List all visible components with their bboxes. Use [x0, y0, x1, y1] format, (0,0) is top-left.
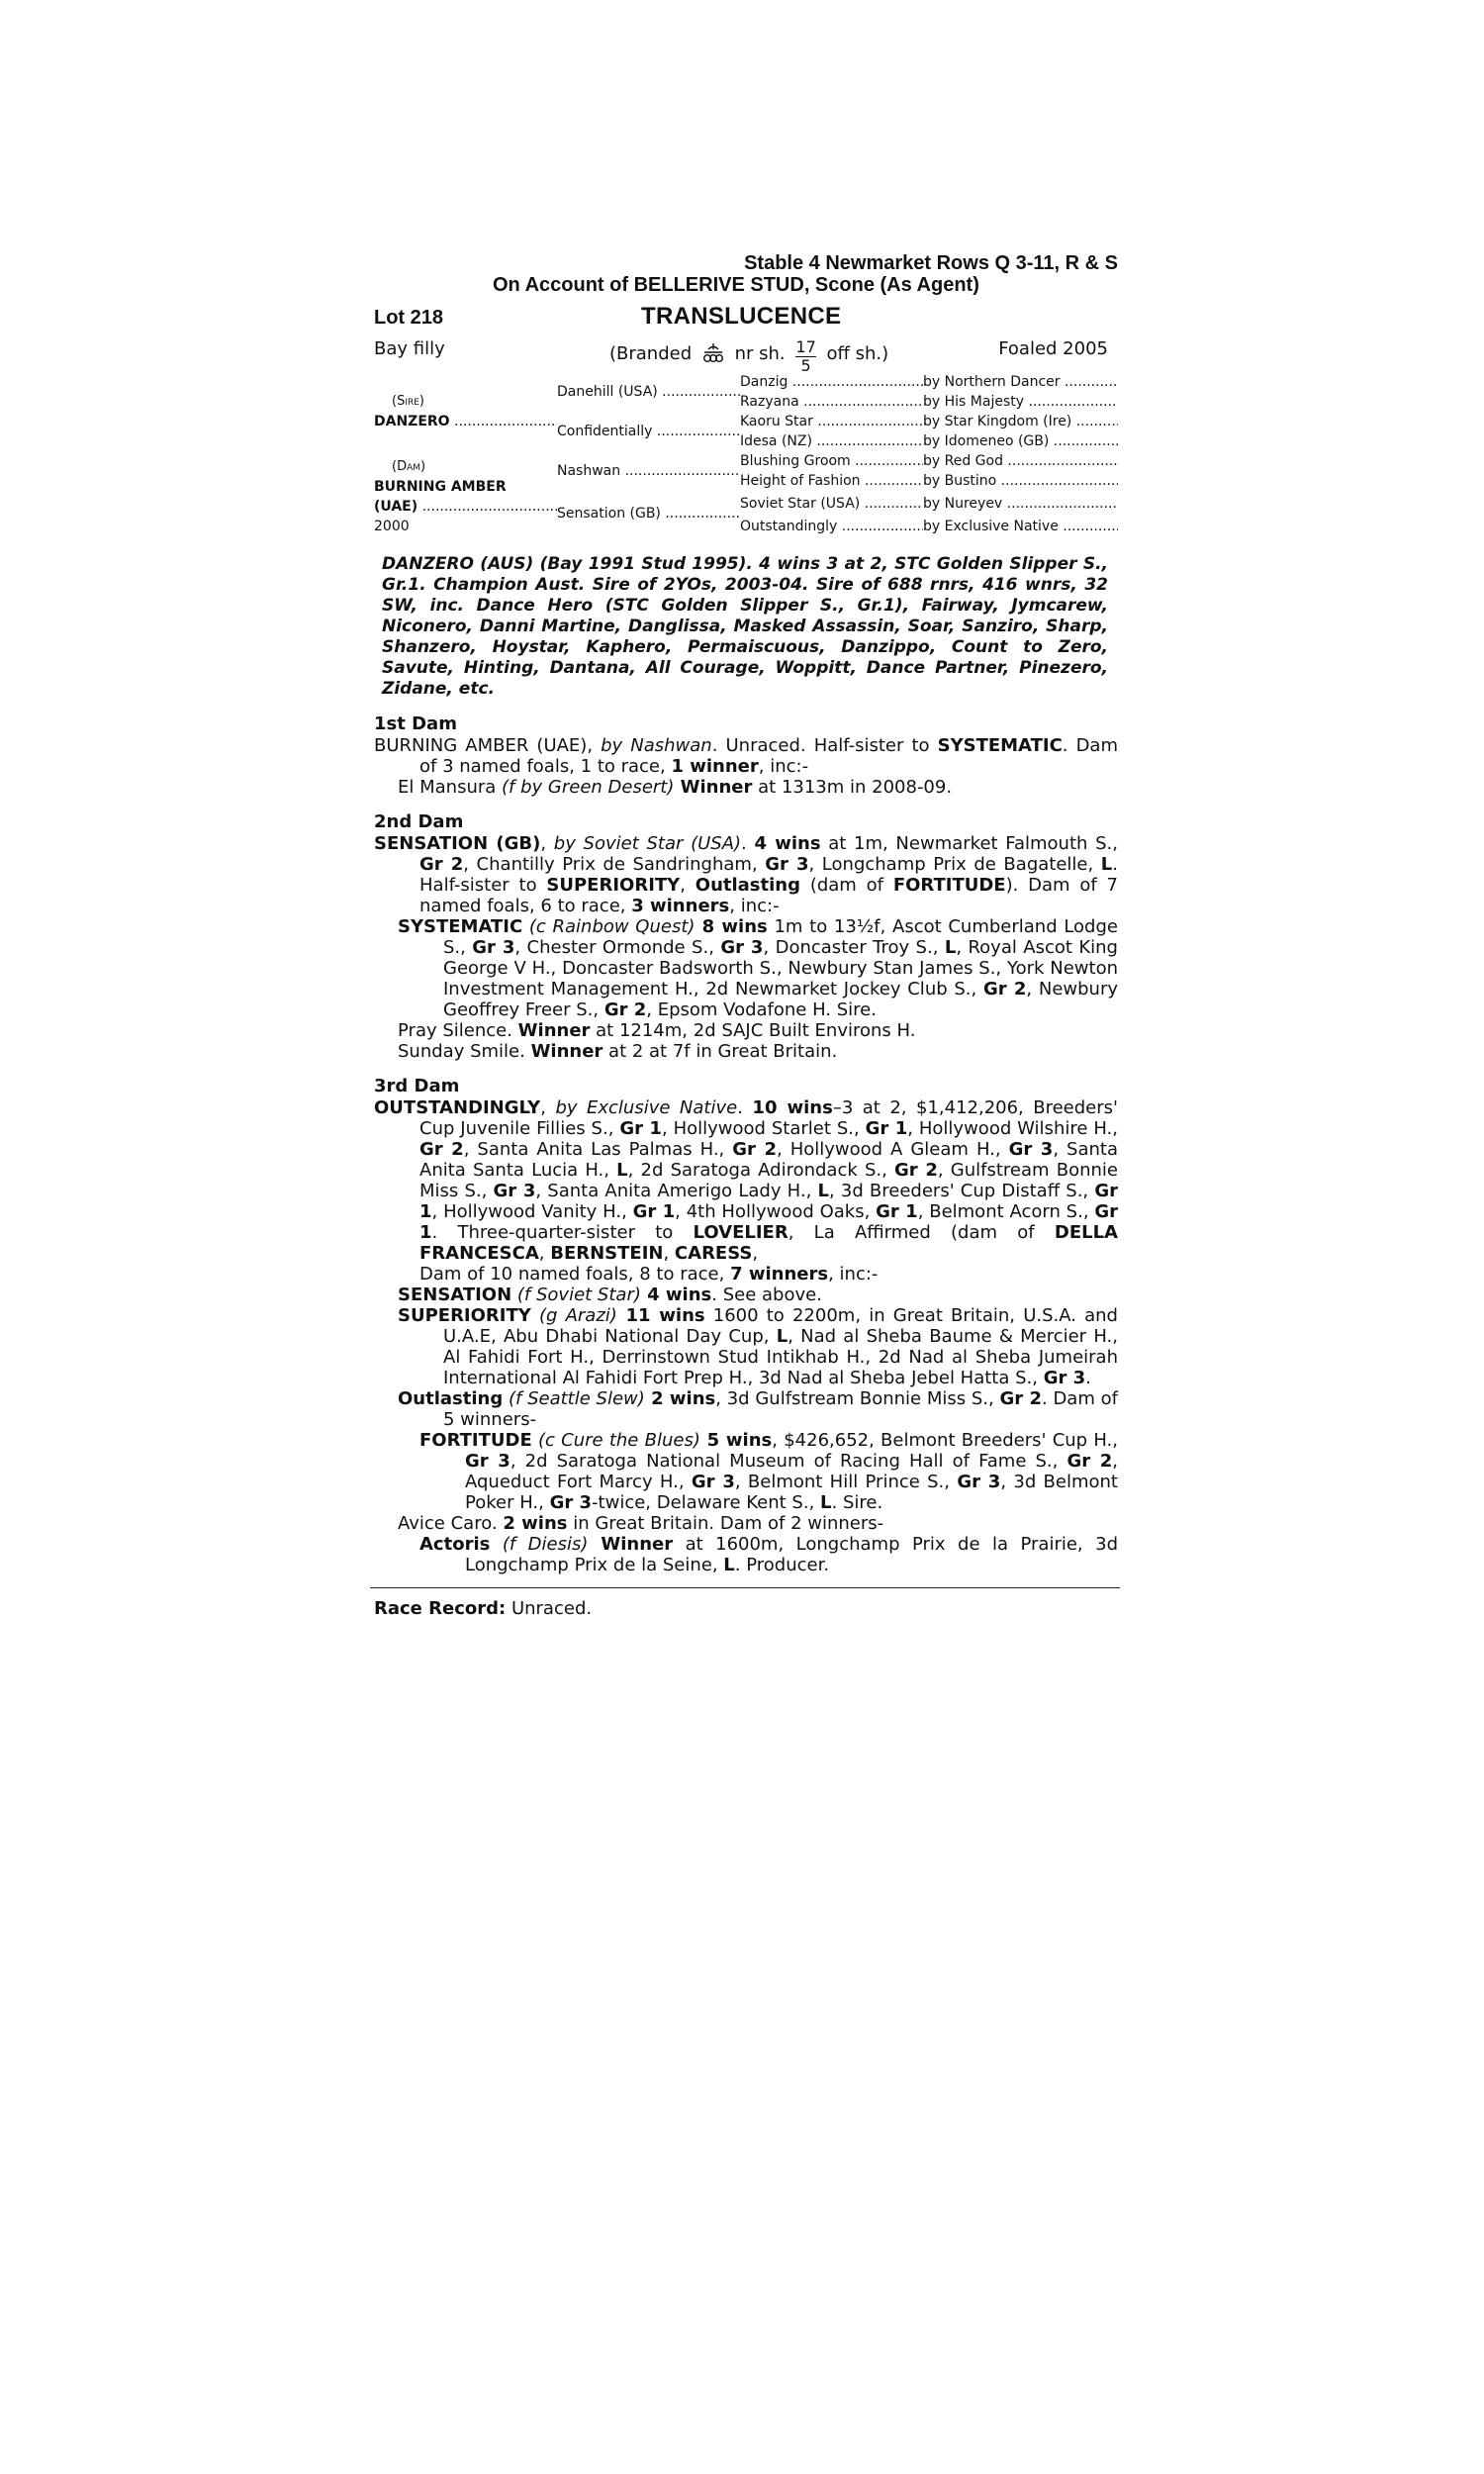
sire-summary: DANZERO (AUS) (Bay 1991 Stud 1995). 4 wins 3 at 2, STC Golden Slipper S., Gr.1. Champion Aust. Sire of 2YOs, 2003-04. Sire of 688 rnrs, 416 wnrs, 32 SW, inc. Dance Hero (STC Golden Slipper S., Gr.1), Fairway, Jymcarew, Niconero, Danni Martine, Danglissa, Masked Assassin, Soar, Sanziro, Sharp, Shanzero, Hoystar, Kaphero, Permaiscuous, Danzippo, Count to Zero, Savute, Hinting, Dantana, All Courage, Woppitt, Dance Partner, Pinezero, Zidane, etc. — [382, 554, 1108, 699]
gen3-4: Idesa (NZ) ..... — [740, 431, 923, 451]
second-dam-heading: 2nd Dam — [374, 811, 464, 832]
dam-dam: Sensation (GB) ..... — [557, 491, 740, 536]
dam-name: BURNING AMBER — [374, 479, 507, 495]
progeny-systematic: SYSTEMATIC (c Rainbow Quest) 8 wins 1m to 13½f, Ascot Cumberland Lodge S., Gr 3, Chester Ormonde S., Gr 3, Doncaster Troy S., L, Royal Ascot King George V H., Doncaster Badsworth S., Newbury Stan James S., York Newton Investment Management H., 2d Newmarket Jockey Club S., Gr 2, Newbury Geoffrey Freer S., Gr 2, Epsom Vodafone H. Sire. — [398, 916, 1119, 1020]
gen3-5: Blushing Groom ..... — [740, 451, 923, 471]
sire-name: DANZERO — [374, 414, 450, 429]
gen4-6: by Bustino ..... — [923, 471, 1118, 491]
first-dam-text: BURNING AMBER (UAE), by Nashwan. Unraced. Half-sister to SYSTEMATIC. Dam of 3 named foals, 1 to race, 1 winner, inc:- — [374, 735, 1118, 777]
progeny-avice-caro: Avice Caro. 2 wins in Great Britain. Dam of 2 winners- — [398, 1513, 884, 1534]
third-dam-heading: 3rd Dam — [374, 1076, 460, 1096]
third-dam-text: OUTSTANDINGLY, by Exclusive Native. 10 wins–3 at 2, $1,412,206, Breeders' Cup Juvenile Fillies S., Gr 1, Hollywood Starlet S., Gr 1, Hollywood Wilshire H., Gr 2, Santa Anita Las Palmas H., Gr 2, Hollywood A Gleam H., Gr 3, Santa Anita Santa Lucia H., L, 2d Saratoga Adirondack S., Gr 2, Gulfstream Bonnie Miss S., Gr 3, Santa Anita Amerigo Lady H., L, 3d Breeders' Cup Distaff S., Gr 1, Hollywood Vanity H., Gr 1, 4th Hollywood Oaks, Gr 1, Belmont Acorn S., Gr 1. Three-quarter-sister to LOVELIER, La Affirmed (dam of DELLA FRANCESCA, BERNSTEIN, CARESS, — [374, 1097, 1119, 1264]
progeny-fortitude: FORTITUDE (c Cure the Blues) 5 wins, $426,652, Belmont Breeders' Cup H., Gr 3, 2d Saratoga National Museum of Racing Hall of Fame S., Gr 2, Aqueduct Fort Marcy H., Gr 3, Belmont Hill Prince S., Gr 3, 3d Belmont Poker H., Gr 3-twice, Delaware Kent S., L. Sire. — [419, 1430, 1118, 1513]
race-record: Race Record: Unraced. — [374, 1598, 593, 1619]
first-dam-heading: 1st Dam — [374, 714, 457, 734]
dam-sire: Nashwan ..... — [557, 451, 740, 491]
third-dam-produce: Dam of 10 named foals, 8 to race, 7 winners, inc:- — [419, 1264, 879, 1285]
gen3-1: Danzig ..... — [740, 372, 923, 392]
gen4-8: by Exclusive Native ..... — [923, 517, 1118, 536]
foaled-year: Foaled 2005 — [998, 338, 1108, 359]
gen4-1: by Northern Dancer ..... — [923, 372, 1118, 392]
sire-dam: Confidentially ..... — [557, 412, 740, 451]
dam-cell: (Dam) BURNING AMBER (UAE) ..... 2000 — [374, 451, 557, 536]
gen3-3: Kaoru Star ..... — [740, 412, 923, 431]
brand-mark-icon — [701, 341, 725, 365]
catalogue-page — [374, 252, 1118, 1619]
vendor-account: On Account of BELLERIVE STUD, Scone (As Agent) — [493, 274, 979, 296]
brand-info: (Branded nr sh. $\frac{17}{5}$ off sh.) — [609, 337, 889, 375]
gen3-8: Outstandingly ..... — [740, 517, 923, 536]
stable-location: Stable 4 Newmarket Rows Q 3-11, R & S — [744, 252, 1118, 274]
dam-year: 2000 — [374, 519, 410, 534]
second-dam-text: SENSATION (GB), by Soviet Star (USA). 4 wins at 1m, Newmarket Falmouth S., Gr 2, Chantilly Prix de Sandringham, Gr 3, Longchamp Prix de Bagatelle, L. Half-sister to SUPERIORITY, Outlasting (dam of FORTITUDE). Dam of 7 named foals, 6 to race, 3 winners, inc:- — [374, 833, 1118, 916]
brand-number: $\frac{17}{5}$ — [795, 337, 816, 375]
gen4-5: by Red God ..... — [923, 451, 1118, 471]
progeny-actoris: Actoris (f Diesis) Winner at 1600m, Longchamp Prix de la Prairie, 3d Longchamp Prix de la Seine, L. Producer. — [419, 1534, 1118, 1575]
progeny-el-mansura: El Mansura (f by Green Desert) Winner at 1313m in 2008-09. — [398, 777, 953, 798]
progeny-superiority: SUPERIORITY (g Arazi) 11 wins 1600 to 2200m, in Great Britain, U.S.A. and U.A.E, Abu Dhabi National Day Cup, L, Nad al Sheba Baume & Mercier H., Al Fahidi Fort H., Derrinstown Stud Intikhab H., 2d Nad al Sheba Jumeirah International Al Fahidi Fort Prep H., 3d Nad al Sheba Jebel Hatta S., Gr 3. — [398, 1305, 1118, 1388]
divider — [370, 1587, 1120, 1588]
sire-tag: (Sire) — [392, 394, 424, 409]
gen3-2: Razyana ..... — [740, 392, 923, 412]
dam-tag: (Dam) — [392, 459, 426, 474]
progeny-sunday-smile: Sunday Smile. Winner at 2 at 7f in Great Britain. — [398, 1041, 838, 1062]
gen4-3: by Star Kingdom (Ire) ..... — [923, 412, 1118, 431]
pedigree-table — [374, 372, 1118, 536]
progeny-sensation: SENSATION (f Soviet Star) 4 wins. See above. — [398, 1285, 822, 1305]
horse-sex: Bay filly — [374, 338, 445, 359]
gen4-2: by His Majesty ..... — [923, 392, 1118, 412]
gen4-4: by Idomeneo (GB) ..... — [923, 431, 1118, 451]
gen3-7: Soviet Star (USA) ..... — [740, 491, 923, 517]
gen3-6: Height of Fashion ..... — [740, 471, 923, 491]
progeny-outlasting: Outlasting (f Seattle Slew) 2 wins, 3d Gulfstream Bonnie Miss S., Gr 2. Dam of 5 winners- — [398, 1388, 1118, 1430]
gen4-7: by Nureyev ..... — [923, 491, 1118, 517]
lot-number: Lot 218 — [374, 307, 444, 329]
progeny-pray-silence: Pray Silence. Winner at 1214m, 2d SAJC Built Environs H. — [398, 1020, 916, 1041]
sire-cell — [374, 372, 557, 451]
sire-sire: Danehill (USA) ..... — [557, 372, 740, 412]
horse-name: TRANSLUCENCE — [641, 303, 842, 330]
